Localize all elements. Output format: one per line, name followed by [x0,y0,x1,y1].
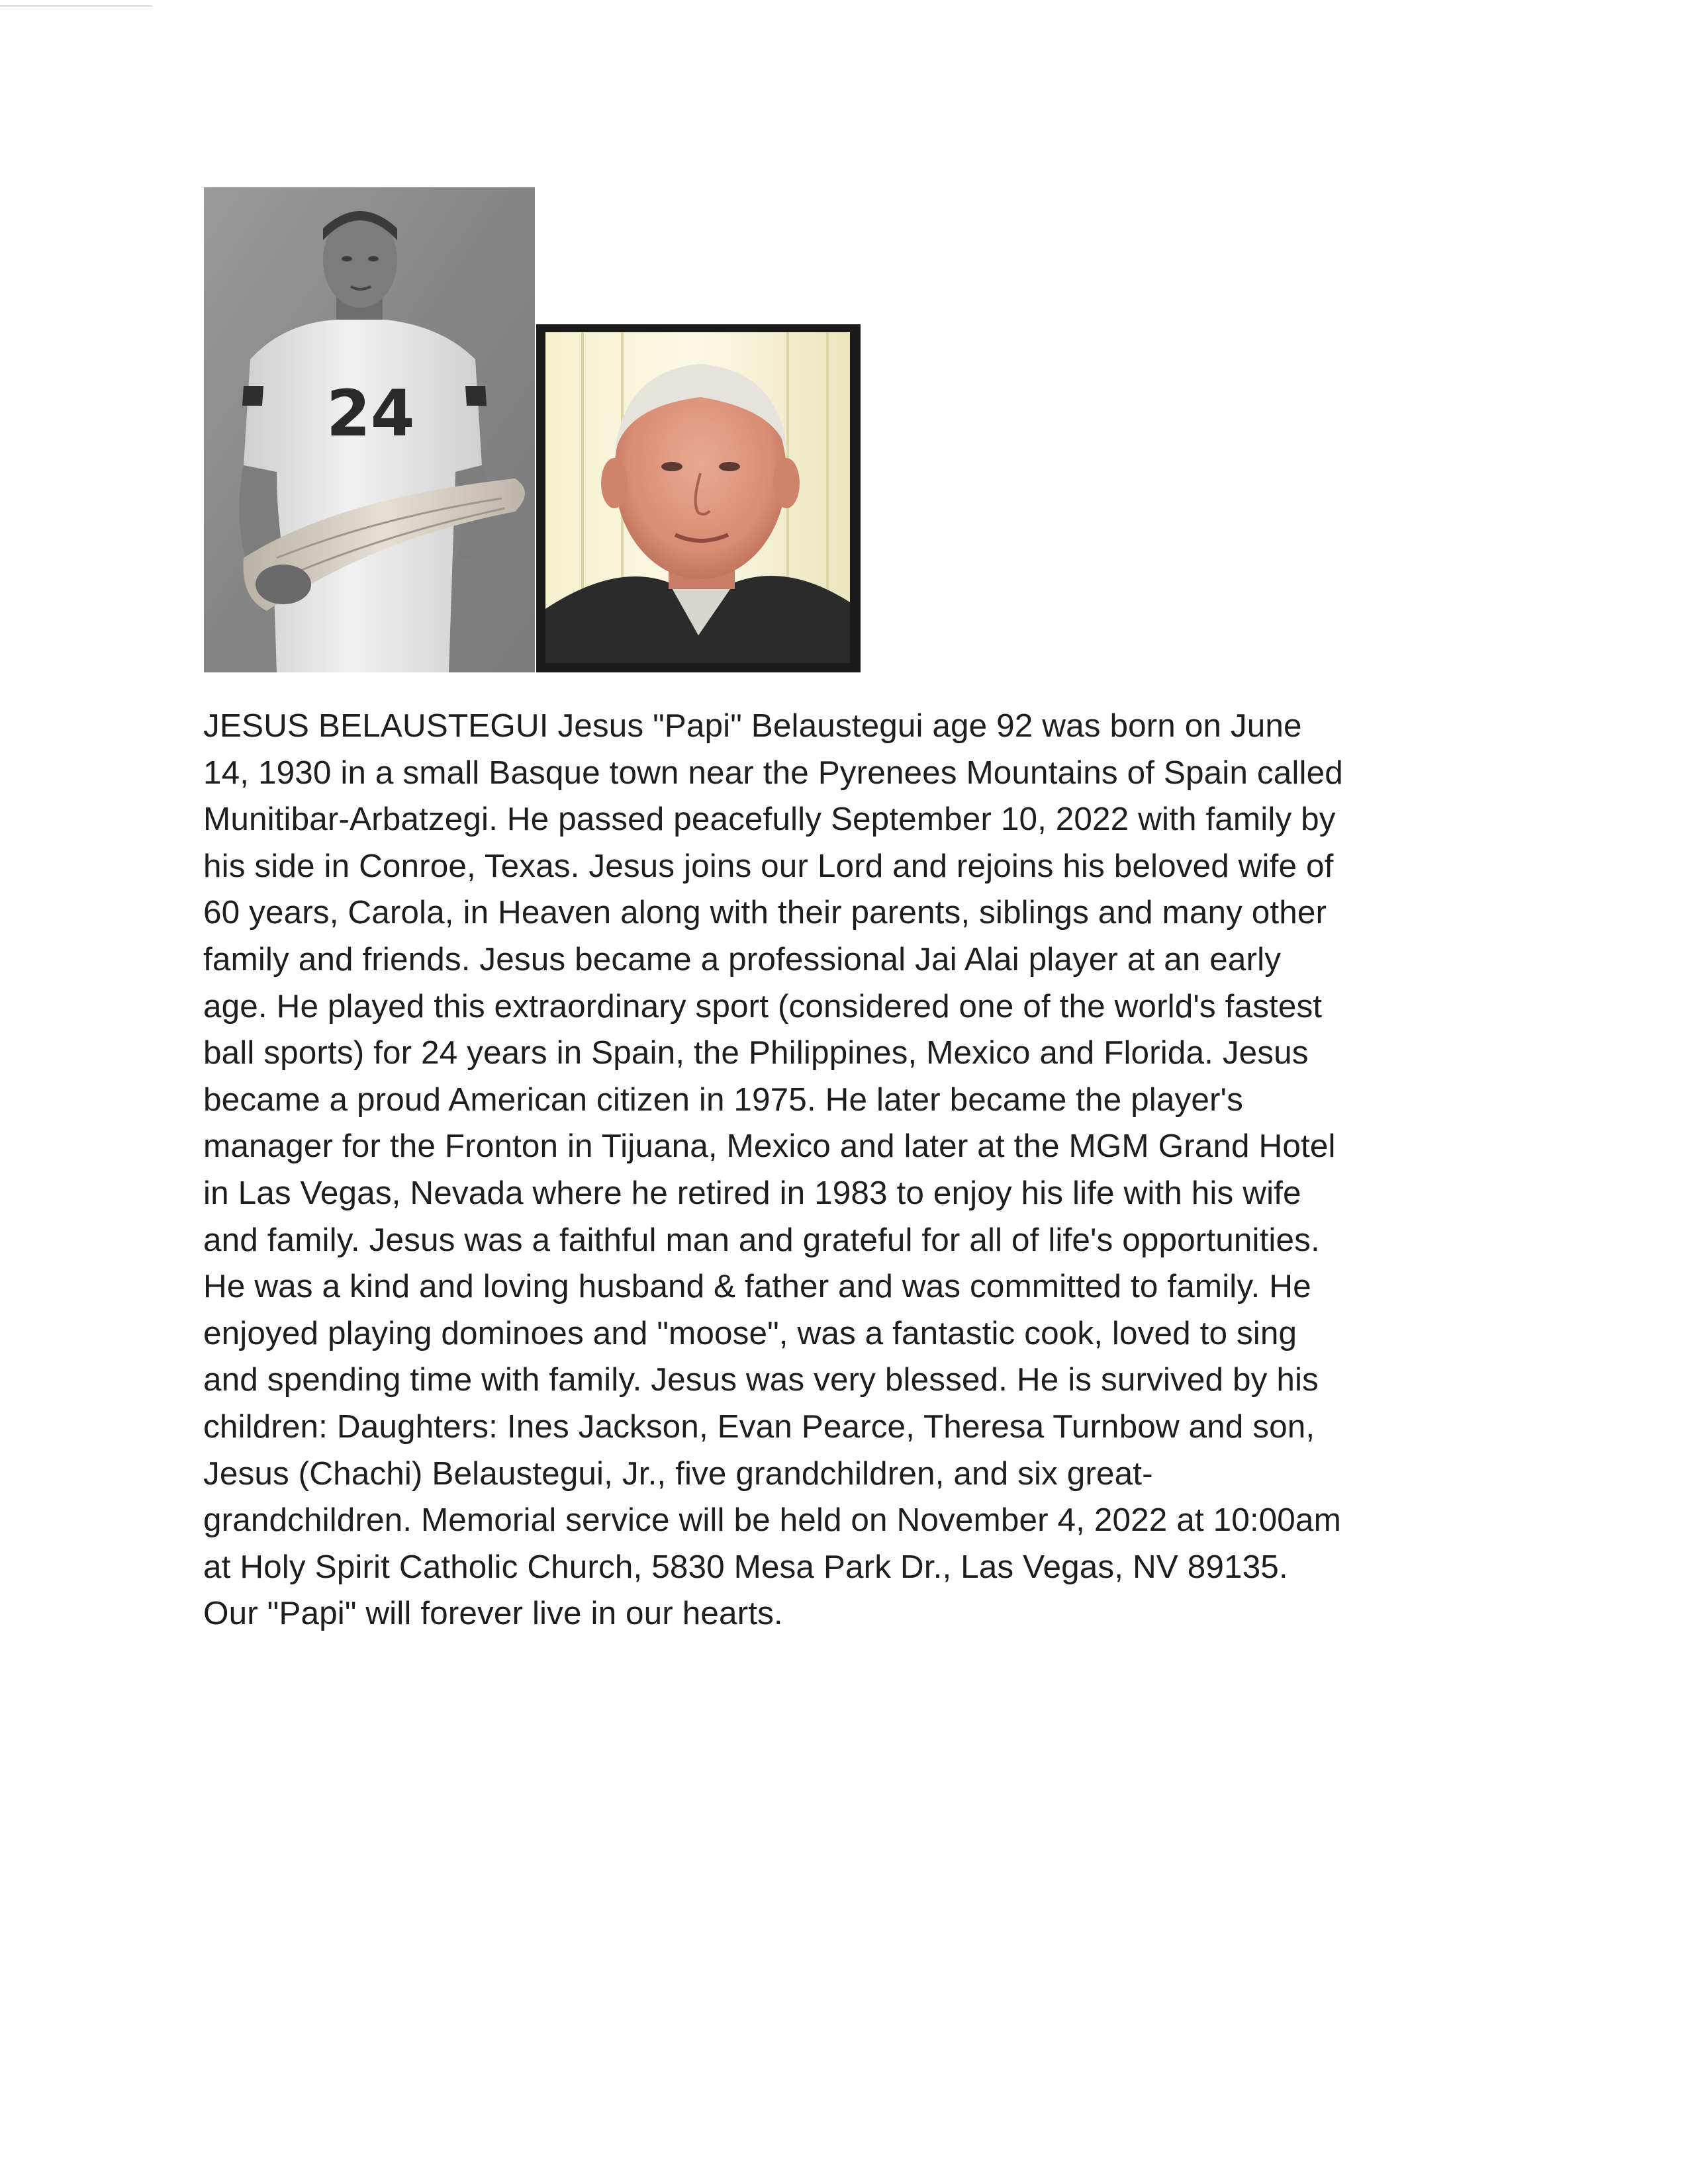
obituary-text: JESUS BELAUSTEGUI Jesus "Papi" Belaustegui age 92 was born on June 14, 1930 in a small Basque town near the Pyrenees Mountains of Spain called Munitibar-Arbatzegi. He passed peacefully September 10, 2022 with family by his side in Conroe, Texas. Jesus joins our Lord and rejoins his beloved wife of 60 years, Carola, in Heaven along with their parents, siblings and many other family and friends. Jesus became a professional Jai Alai player at an early age. He played this extraordinary sport (considered one of the world's fastest ball sports) for 24 years in Spain, the Philippines, Mexico and Florida. Jesus became a proud American citizen in 1975. He later became the player's manager for the Fronton in Tijuana, Mexico and later at the MGM Grand Hotel in Las Vegas, Nevada where he retired in 1983 to enjoy his life with his wife and family. Jesus was a faithful man and grateful for all of life's opportunities. He was a kind and loving husband & father and was committed to family. He enjoyed playing dominoes and "moose", was a fantastic cook, loved to sing and spending time with family. Jesus was very blessed. He is survived by his children: Daughters: Ines Jackson, Evan Pearce, Theresa Turnbow and son, Jesus (Chachi) Belaustegui, Jr., five grandchildren, and six great- grandchildren. Memorial service will be held on November 4, 2022 at 10:00am at Holy Spirit Catholic Church, 5830 Mesa Park Dr., Las Vegas, NV 89135. Our "Papi" will forever live in our hearts. [203,707,1343,1632]
scan-artifact-line [0,5,152,7]
photo-young-player [204,187,535,672]
photo-older-portrait [536,324,861,672]
jersey-number: 24 [326,377,415,451]
